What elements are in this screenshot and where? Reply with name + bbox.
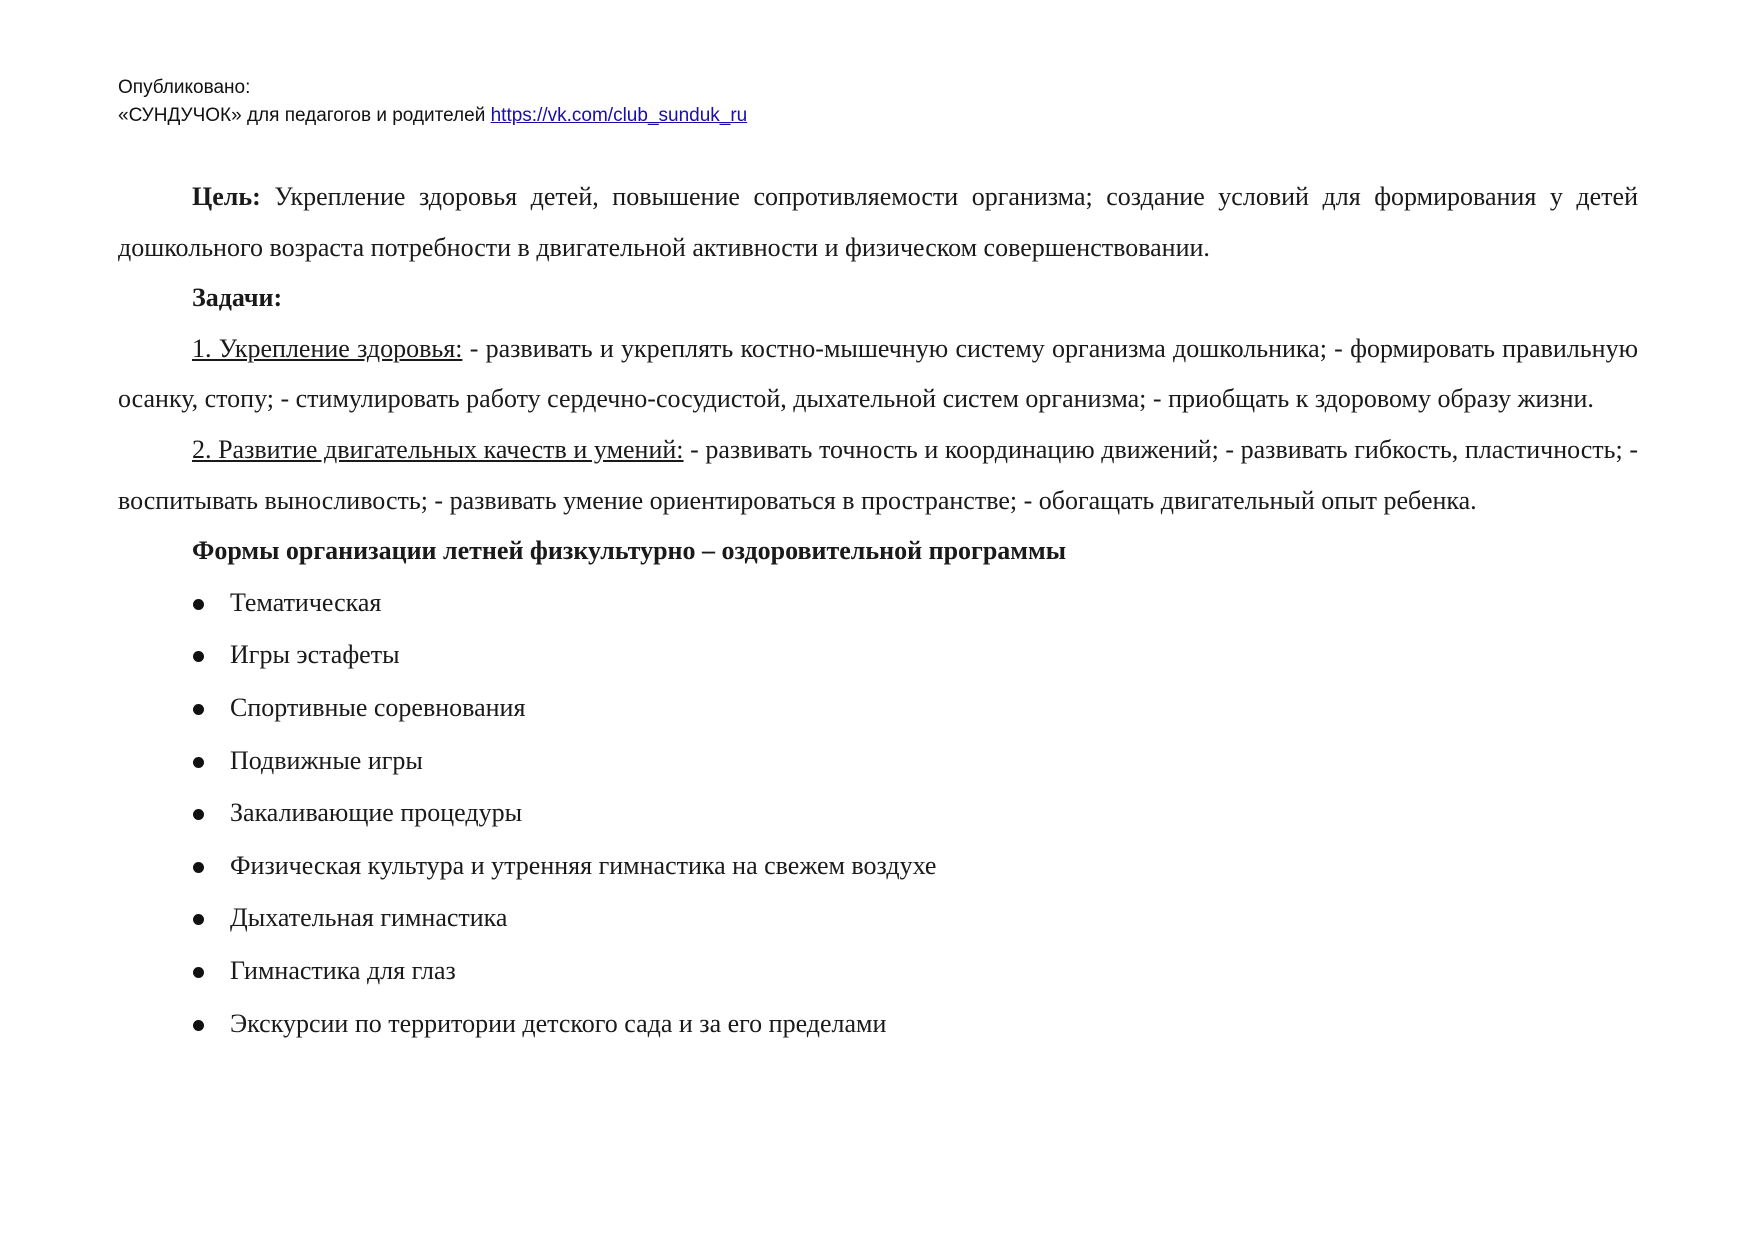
- list-item-text: Тематическая: [230, 587, 382, 617]
- source-link[interactable]: https://vk.com/club_sunduk_ru: [490, 105, 748, 126]
- task-item: [118, 425, 1638, 526]
- source-line: [118, 102, 747, 130]
- publication-header: [118, 74, 747, 130]
- published-label: Опубликовано:: [118, 77, 251, 98]
- list-item: [118, 998, 1638, 1051]
- tasks-heading: Задачи:: [192, 283, 283, 313]
- task-item: [118, 324, 1638, 425]
- list-item-text: Закаливающие процедуры: [230, 798, 523, 828]
- bullet-icon: [193, 1020, 204, 1031]
- task-title: 2. Развитие двигательных качеств и умений:: [192, 434, 684, 464]
- bullet-icon: [193, 704, 204, 715]
- document-body: [118, 172, 1638, 1050]
- list-item-text: Дыхательная гимнастика: [230, 903, 508, 933]
- goal-label: Цель:: [192, 182, 261, 211]
- bullet-icon: [193, 757, 204, 768]
- list-item: [118, 735, 1638, 788]
- list-item-text: Подвижные игры: [230, 745, 423, 775]
- list-item: [118, 682, 1638, 735]
- forms-heading: Формы организации летней физкультурно – оздоровительной программы: [192, 536, 1067, 566]
- task-text: - развивать точность и координацию движений; - развивать гибкость, пластичность; - воспитывать выносливость; - развивать умение ориентироваться в пространстве; - обогащать двигательный опыт ребенка.: [118, 434, 1638, 515]
- list-item-text: Игры эстафеты: [230, 640, 400, 670]
- list-item: [118, 892, 1638, 945]
- list-item: [118, 577, 1638, 630]
- list-item-text: Спортивные соревнования: [230, 692, 526, 722]
- bullet-icon: [193, 651, 204, 662]
- bullet-icon: [193, 809, 204, 820]
- list-item: [118, 787, 1638, 840]
- list-item: [118, 840, 1638, 893]
- list-item-text: Физическая культура и утренняя гимнастика на свежем воздухе: [230, 850, 937, 880]
- list-item-text: Экскурсии по территории детского сада и за его пределами: [230, 1008, 887, 1038]
- bullet-icon: [193, 862, 204, 873]
- list-item: [118, 629, 1638, 682]
- list-item-text: Гимнастика для глаз: [230, 955, 456, 985]
- task-title: 1. Укрепление здоровья:: [192, 333, 463, 363]
- bullet-icon: [193, 599, 204, 610]
- goal-text: Укрепление здоровья детей, повышение сопротивляемости организма; создание условий для формирования у детей дошкольного возраста потребности в двигательной активности и физическом совершенствовании.: [118, 182, 1638, 262]
- bullet-icon: [193, 914, 204, 925]
- source-name: «СУНДУЧОК» для педагогов и родителей: [118, 105, 486, 126]
- list-item: [118, 945, 1638, 998]
- task-text: - развивать и укреплять костно-мышечную систему организма дошкольника; - формировать правильную осанку, стопу; - стимулировать работу сердечно-сосудистой, дыхательной систем организма; - приобщать к здоровому образу жизни.: [118, 333, 1638, 414]
- goal-paragraph: [118, 172, 1638, 273]
- bullet-icon: [193, 967, 204, 978]
- forms-list: [118, 577, 1638, 1050]
